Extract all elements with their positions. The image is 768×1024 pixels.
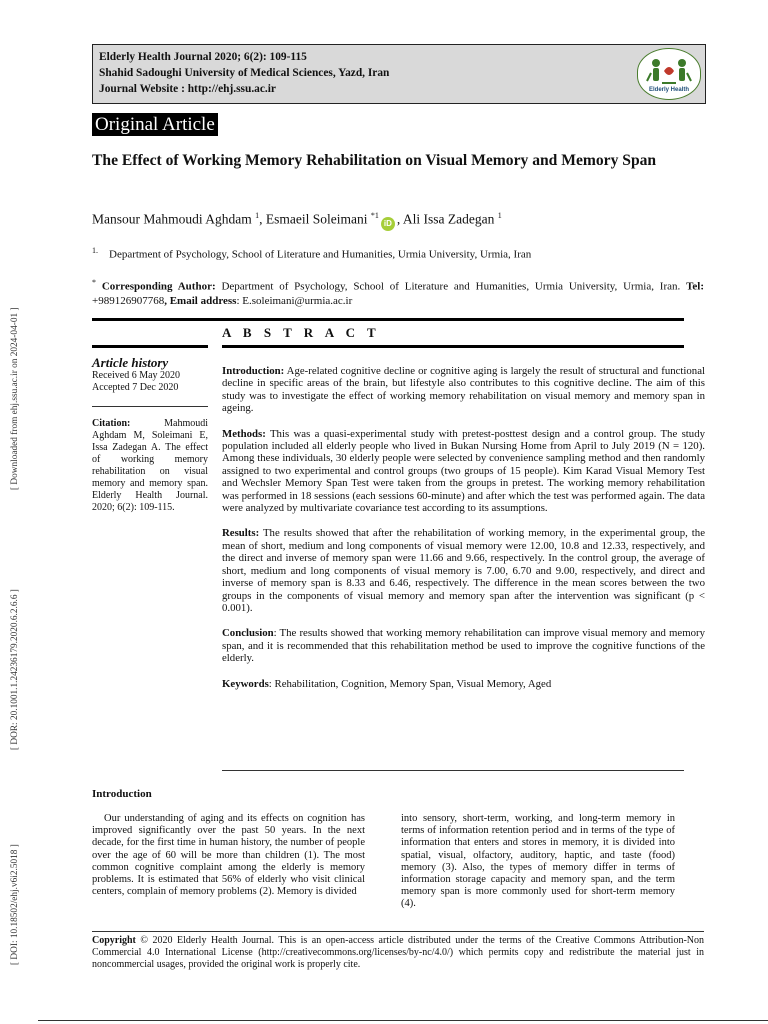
accepted-date: Accepted 7 Dec 2020	[92, 382, 179, 393]
author-list	[92, 207, 704, 231]
abstract-results	[222, 527, 705, 614]
orcid-icon[interactable]: iD	[381, 217, 395, 231]
affiliation-text: Department of Psychology, School of Literature and Humanities, Urmia University, Urmia, Iran	[109, 248, 532, 261]
article-sidebar	[92, 355, 208, 514]
corresponding-author	[92, 276, 704, 308]
abstract-body	[222, 365, 705, 703]
download-side-note: [ Downloaded from ehj.ssu.ac.ir on 2024-04-01 ]	[10, 307, 20, 490]
abstract-bottom-rule	[222, 770, 684, 771]
author-affiliation-marker: 1	[497, 211, 502, 220]
introduction-heading: Introduction	[92, 788, 152, 800]
abstract-intro-text: Age-related cognitive decline or cognitive aging is largely the result of structural and functional decline in specific areas of the brain, but lifestyle also contributes to this cognitive decline. The aim of this study was to investigate the effect of working memory rehabilitation on visual memory and memory span in ageing.	[222, 365, 705, 415]
journal-header	[92, 44, 706, 104]
abstract-conclusion	[222, 627, 705, 664]
tel-label: Tel:	[686, 280, 705, 293]
keywords-text: : Rehabilitation, Cognition, Memory Span, Visual Memory, Aged	[268, 677, 552, 690]
abstract-results-label: Results:	[222, 527, 260, 540]
author-separator: ,	[396, 211, 403, 227]
corresponding-address: Department of Psychology, School of Literature and Humanities, Urmia University, Urmia, Iran.	[215, 280, 681, 293]
abstract-keywords	[222, 678, 705, 690]
journal-info	[99, 49, 389, 97]
author-affiliation-marker: 1	[255, 211, 260, 220]
email-value[interactable]: : E.soleimani@urmia.ac.ir	[236, 294, 353, 307]
author-name: Mansour Mahmoudi Aghdam	[92, 211, 252, 227]
journal-citation-line: Elderly Health Journal 2020; 6(2): 109-115	[99, 51, 307, 63]
affiliation	[92, 244, 704, 262]
citation-label: Citation:	[92, 418, 131, 429]
journal-logo	[637, 48, 701, 100]
sidebar-rule	[92, 345, 208, 348]
doi-side-note: [ DOI: 10.18502/ehj.v6i2.5018 ]	[10, 844, 20, 965]
tel-value: +989126907768	[92, 294, 165, 307]
abstract-methods-label: Methods:	[222, 427, 266, 440]
page-bottom-rule	[38, 1020, 768, 1021]
received-date: Received 6 May 2020	[92, 370, 181, 381]
affiliation-marker: 1.	[92, 246, 98, 255]
keywords-label: Keywords	[222, 677, 269, 690]
sidebar-divider	[92, 406, 208, 407]
article-history-title: Article history	[92, 355, 169, 370]
abstract-intro-label: Introduction:	[222, 365, 285, 377]
copyright-rule	[92, 931, 704, 932]
abstract-methods-text: This was a quasi-experimental study with pretest-posttest design and a control group. The study population included all elderly people who lived in Bukan Nursing Home from April to July 2019 (N = 120). Among these individuals, 30 elderly people were selected by convenience sampling method and then randomly assigned to two experimental and control groups (two groups of 15 people). Kim Karad Visual Memory Test and Wechsler Memory Span Test were taken from the groups in pretest. The working memory rehabilitation was performed in 18 sessions (each sessions 60-minute) and after which the test was performed again. The data were analyzed by multivariate covariance test according to its assumptions.	[222, 427, 705, 515]
author-name: Ali Issa Zadegan	[402, 211, 495, 227]
abstract-heading: A B S T R A C T	[222, 325, 381, 340]
paper-title: The Effect of Working Memory Rehabilitation on Visual Memory and Memory Span	[92, 152, 657, 169]
copyright-label: Copyright	[92, 935, 136, 946]
abstract-conclusion-text: : The results showed that working memory rehabilitation can improve visual memory and memory span, and it is recommended that this rehabilitation method be used to improve the cognitive functions of the elderly.	[222, 627, 705, 665]
email-label: , Email address	[164, 294, 237, 307]
abstract-conclusion-label: Conclusion	[222, 627, 274, 640]
corresponding-label: Corresponding Author:	[101, 280, 216, 293]
introduction-column-left: Our understanding of aging and its effects on cognition has improved significantly over the past 50 years. In the next decade, for the first time in human history, the number of people over the age of 60 will be more than children (1). The most common cognitive complaint among the elderly is memory problems. It is estimated that 56% of elderly who visit clinical centers, complain of memory problems (2). Memory is divided	[92, 813, 365, 898]
article-type-label: Original Article	[92, 113, 218, 136]
copyright-notice	[92, 935, 704, 971]
logo-caption: Elderly Health	[648, 87, 689, 93]
author-name: Esmaeil Soleimani	[265, 211, 368, 227]
author-affiliation-marker: *1	[370, 211, 379, 220]
abstract-results-text: The results showed that after the rehabilitation of working memory, in the experimental group, the mean of short, medium and long components of visual memory were 12.00, 10.8 and 12.33, respectively, and the direct and inverse of memory span were 11.66 and 9.66, respectively. In the control group, the average of short, medium and long components of visual memory is 7.00, 6.70 and 9.00, respectively, and direct and inverse of memory span is 8.33 and 6.46, respectively. The difference in the mean scores between the two groups in the components of visual memory and memory span after the intervention was significant (p < 0.001).	[222, 527, 705, 614]
author-separator: ,	[259, 211, 266, 227]
abstract-introduction	[222, 365, 705, 415]
abstract-heading-rule	[222, 345, 684, 348]
citation-text: Mahmoudi Aghdam M, Soleimani E, Issa Zadegan A. The effect of working memory rehabilitation on visual memory and memory span. Elderly Health Journal. 2020; 6(2): 109-115.	[92, 418, 208, 513]
abstract-methods	[222, 428, 705, 515]
corresponding-marker: *	[92, 278, 96, 287]
dor-side-note: [ DOR: 20.1001.1.24236179.2020.6.2.6.6 ]	[10, 589, 20, 750]
copyright-text: © 2020 Elderly Health Journal. This is an open-access article distributed under the terms of the Creative Commons Attribution-Non Commercial 4.0 International License (http://creativecommons.org/licenses/by-nc/4.0/) which permits copy and redistribute the material just in noncommercial usages, provided the original work is properly cite.	[92, 935, 704, 970]
abstract-top-rule	[92, 318, 684, 321]
introduction-column-right: into sensory, short-term, working, and long-term memory in terms of information retention period and in terms of the type of information that enters and stores in memory, it is divided into spatial, visual, olfactory, auditory, haptic, and taste (food) memory (3). Also, the types of memory differ in terms of information storage capacity and memory span, and the term memory span is more commonly used for short-term memory (4).	[401, 813, 675, 910]
journal-publisher-line: Shahid Sadoughi University of Medical Sciences, Yazd, Iran	[99, 67, 390, 79]
citation-block	[92, 418, 208, 514]
journal-website-line[interactable]: Journal Website : http://ehj.ssu.ac.ir	[99, 83, 276, 95]
